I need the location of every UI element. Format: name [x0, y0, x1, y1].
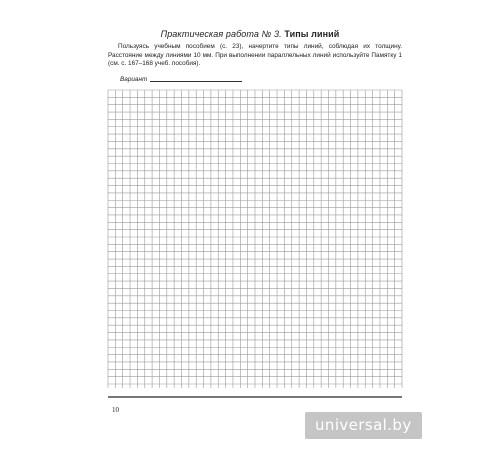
title-main: Типы линий	[284, 29, 340, 39]
page-number: 10	[112, 406, 119, 414]
grid-lines	[108, 90, 402, 388]
title-prefix: Практическая работа № 3.	[160, 29, 282, 39]
variant-label: Вариант	[120, 76, 148, 83]
instructions-text: Пользуясь учебным пособием (с. 23), начертите типы линий, соблюдая их толщину. Расстояние между линиями 10 мм. При выполнении параллельных линий используйте Памятку 1 (см. с. 167–168 учеб. пособия).	[108, 43, 402, 68]
footer-rule	[108, 396, 402, 398]
watermark-logo: universal.by	[305, 412, 422, 439]
